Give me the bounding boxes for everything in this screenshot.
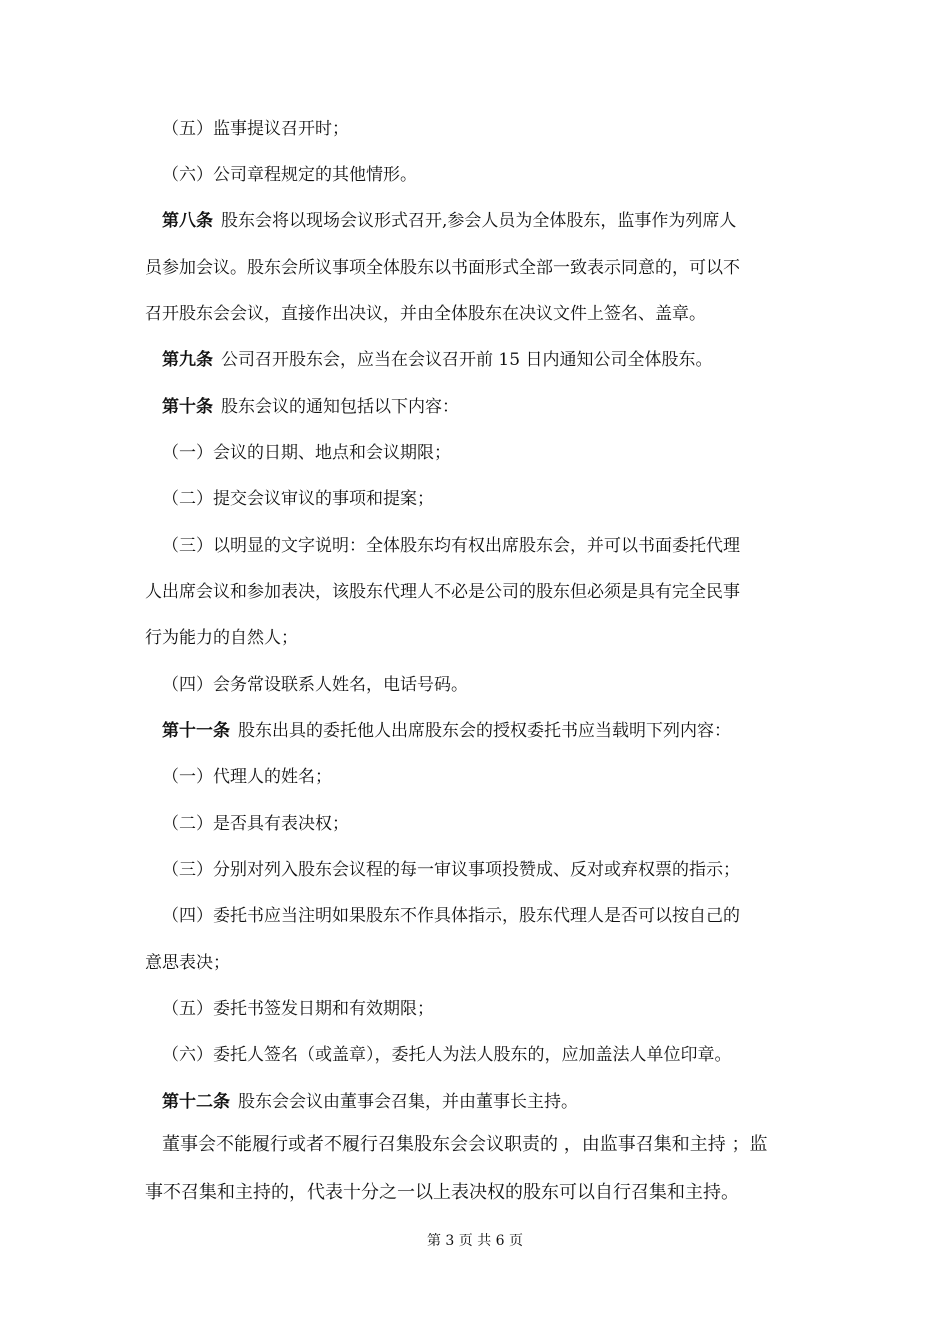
paragraph-line: （一）会议的日期、地点和会议期限； [162,443,451,463]
article-heading: 第十一条 [162,721,230,741]
article-9: 第九条 公司召开股东会，应当在会议召开前 15 日内通知公司全体股东。 [162,350,713,370]
paragraph-line: 召开股东会会议，直接作出决议，并由全体股东在决议文件上签名、盖章。 [145,304,706,324]
article-heading: 第九条 [162,350,213,370]
paragraph-line: （五）监事提议召开时； [162,119,349,139]
paragraph-line: 人出席会议和参加表决，该股东代理人不必是公司的股东但必须是具有完全民事 [145,582,740,602]
page-footer: 第 3 页 共 6 页 [426,1233,524,1249]
paragraph-line: （二）是否具有表决权； [162,814,349,834]
paragraph-line: 事不召集和主持的，代表十分之一以上表决权的股东可以自行召集和主持。 [145,1182,739,1203]
paragraph-line: （一）代理人的姓名； [162,767,332,787]
paragraph-line: 员参加会议。股东会所议事项全体股东以书面形式全部一致表示同意的，可以不 [145,258,740,278]
paragraph-line: （六）委托人签名（或盖章），委托人为法人股东的，应加盖法人单位印章。 [162,1045,732,1065]
paragraph-line: 意思表决； [145,953,230,973]
article-heading: 第十二条 [162,1092,230,1112]
paragraph-line: 董事会不能履行或者不履行召集股东会会议职责的 ，由监事召集和主持 ；监 [162,1134,768,1155]
paragraph-line: （三）以明显的文字说明：全体股东均有权出席股东会，并可以书面委托代理 [162,536,740,556]
paragraph-line: （四）会务常设联系人姓名，电话号码。 [162,675,468,695]
article-11: 第十一条 股东出具的委托他人出席股东会的授权委托书应当载明下列内容： [162,721,731,741]
paragraph-line: （六）公司章程规定的其他情形。 [162,165,417,185]
article-heading: 第十条 [162,397,213,417]
article-10: 第十条 股东会议的通知包括以下内容： [162,397,459,417]
article-12: 第十二条 股东会会议由董事会召集，并由董事长主持。 [162,1092,578,1112]
article-heading: 第八条 [162,211,213,231]
paragraph-line: （二）提交会议审议的事项和提案； [162,489,434,509]
paragraph-line: （五）委托书签发日期和有效期限； [162,999,434,1019]
article-8: 第八条 股东会将以现场会议形式召开,参会人员为全体股东，监事作为列席人 [162,211,737,231]
paragraph-line: （三）分别对列入股东会议程的每一审议事项投赞成、反对或弃权票的指示； [162,860,740,880]
paragraph-line: 行为能力的自然人； [145,628,298,648]
paragraph-line: （四）委托书应当注明如果股东不作具体指示，股东代理人是否可以按自己的 [162,906,740,926]
